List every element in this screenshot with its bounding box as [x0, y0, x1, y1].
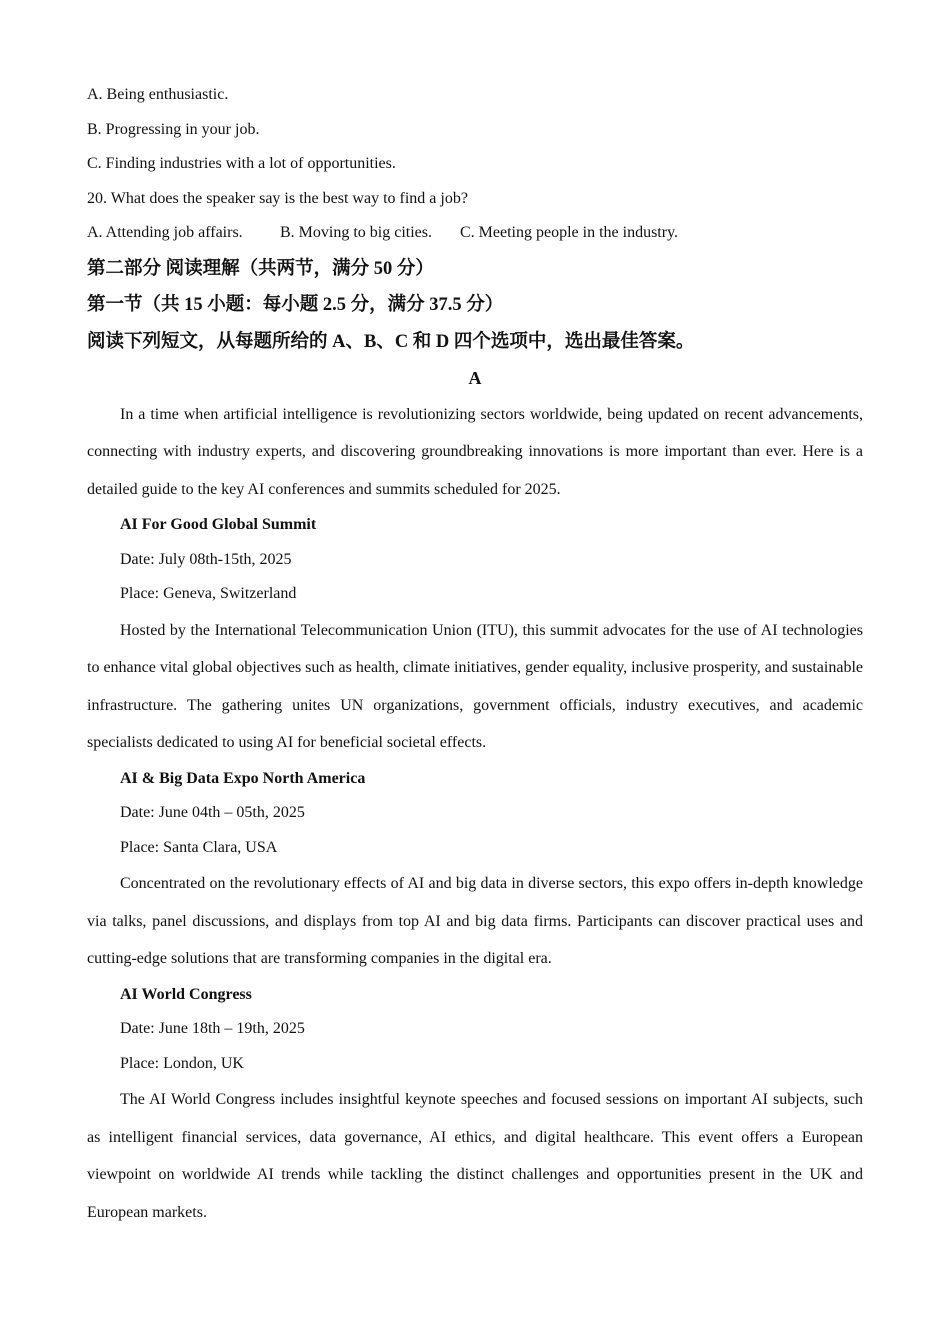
q20-option-c: C. Meeting people in the industry. — [460, 224, 679, 241]
event-title: AI World Congress — [120, 985, 252, 1003]
q19-option-c: C. Finding industries with a lot of opportunities. — [87, 155, 396, 172]
passage-label: A — [468, 368, 482, 388]
q20-options — [87, 216, 863, 251]
event-description: Hosted by the International Telecommunication Union (ITU), this summit advocates for the use of AI technologies to enhance vital global objectives such as health, climate initiatives, gender equality, inclusive prosperity, and sustainable infrastructure. The gathering unites UN organizations, government officials, industry executives, and academic specialists dedicated to using AI for beneficial societal effects. — [87, 622, 863, 752]
event-title: AI & Big Data Expo North America — [120, 769, 366, 787]
event-date: Date: June 04th – 05th, 2025 — [120, 804, 305, 822]
event-place: Place: London, UK — [120, 1054, 244, 1072]
q20-question: 20. What does the speaker say is the best way to find a job? — [87, 189, 468, 207]
event-description: The AI World Congress includes insightful keynote speeches and focused sessions on important AI subjects, such as intelligent financial services, data governance, AI ethics, and digital healthcare. This event offers a European viewpoint on worldwide AI trends while tackling the distinct challenges and opportunities present in the UK and European markets. — [87, 1091, 863, 1221]
event-description: Concentrated on the revolutionary effects of AI and big data in diverse sectors, this expo offers in-depth knowledge via talks, panel discussions, and displays from top AI and big data firms. Participants can discover practical uses and cutting-edge solutions that are transforming companies in the digital era. — [87, 875, 863, 968]
q20-option-b: B. Moving to big cities. — [280, 224, 432, 241]
event-title: AI For Good Global Summit — [120, 516, 317, 534]
event-place: Place: Geneva, Switzerland — [120, 585, 297, 603]
q19-option-a: A. Being enthusiastic. — [87, 86, 229, 103]
event-place: Place: Santa Clara, USA — [120, 838, 278, 856]
event-3 — [87, 978, 863, 1231]
event-2 — [87, 762, 863, 978]
q20-option-a: A. Attending job affairs. — [87, 224, 243, 241]
instructions: 阅读下列短文，从每题所给的 A、B、C 和 D 四个选项中，选出最佳答案。 — [87, 331, 695, 352]
exam-page — [87, 78, 863, 1231]
event-date: Date: June 18th – 19th, 2025 — [120, 1020, 305, 1038]
section1-title: 第一节（共 15 小题：每小题 2.5 分，满分 37.5 分） — [87, 295, 504, 315]
passage-intro: In a time when artificial intelligence is revolutionizing sectors worldwide, being updated on recent advancements, connecting with industry experts, and discovering groundbreaking innovations is more important than ever. Here is a detailed guide to the key AI conferences and summits scheduled for 2025. — [87, 406, 863, 498]
event-date: Date: July 08th-15th, 2025 — [120, 550, 292, 568]
part2-title: 第二部分 阅读理解（共两节，满分 50 分） — [87, 258, 434, 279]
event-1 — [87, 508, 863, 761]
q19-option-b: B. Progressing in your job. — [87, 120, 260, 138]
